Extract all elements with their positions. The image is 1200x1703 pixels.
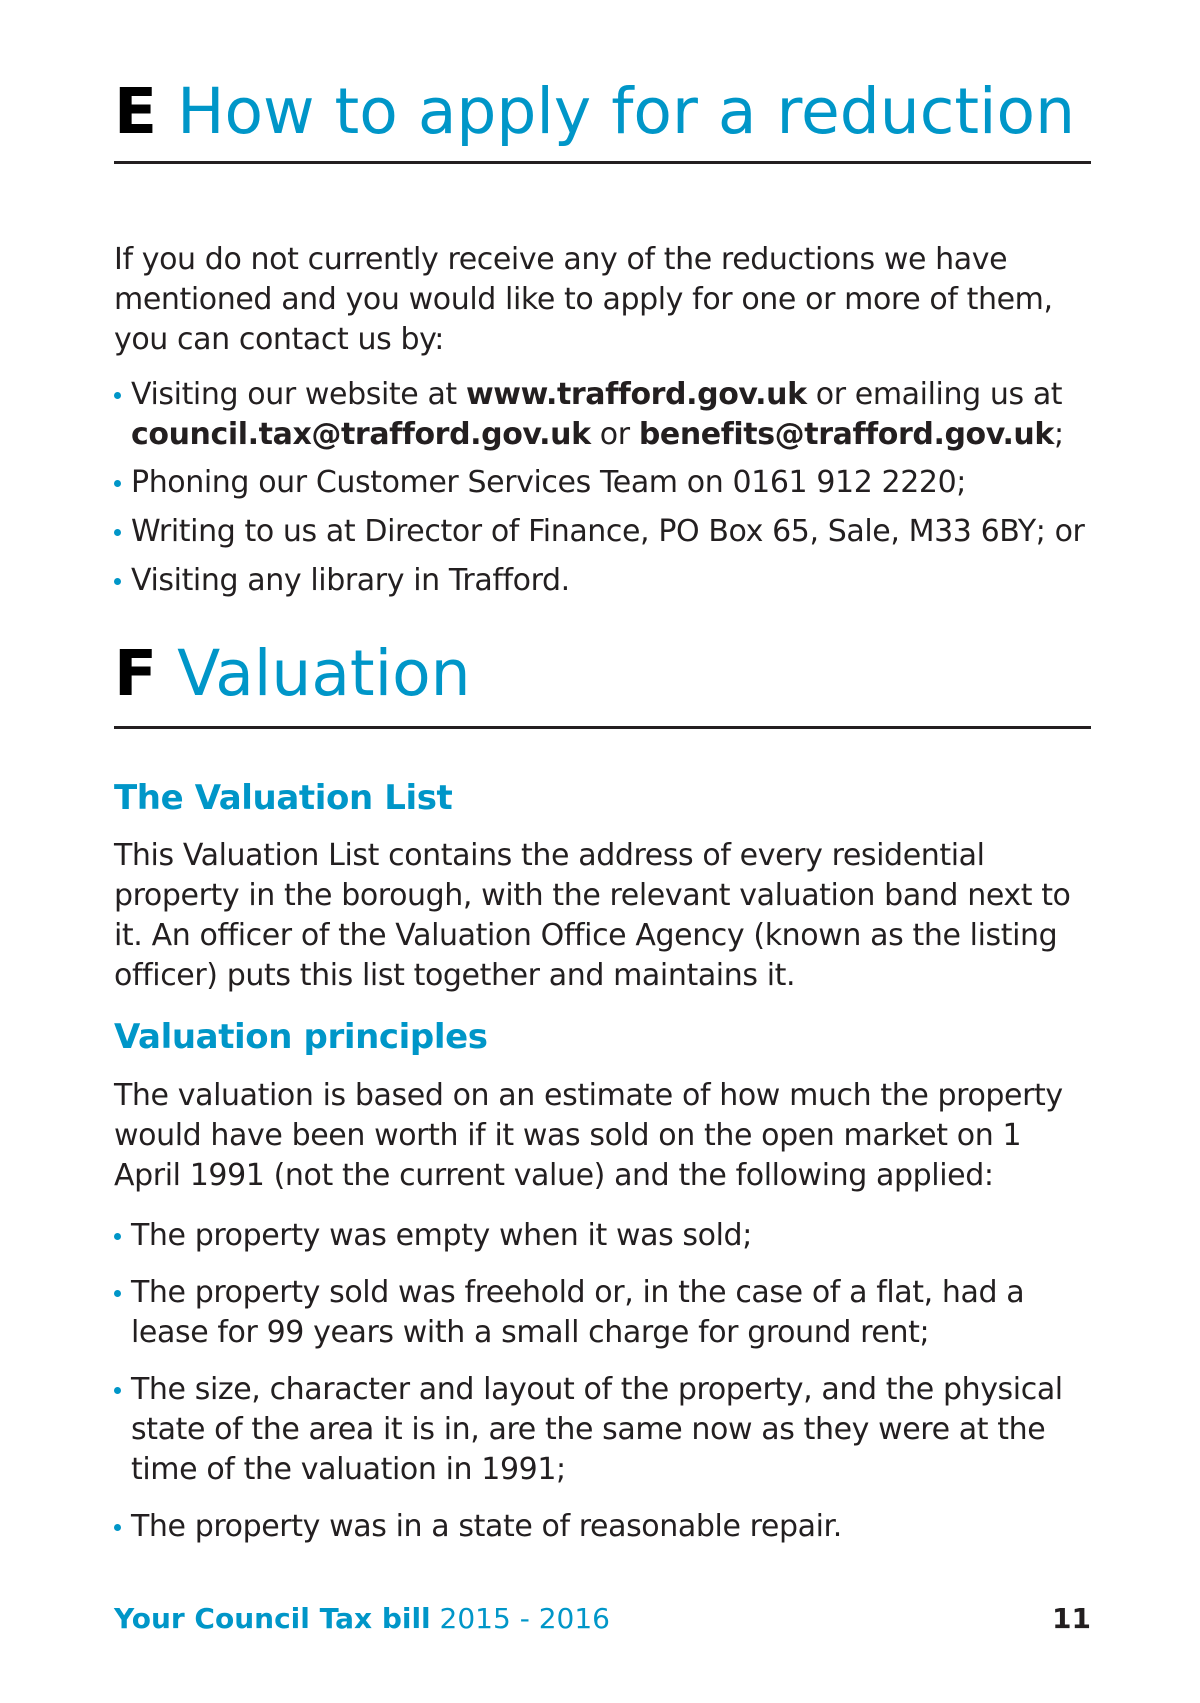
bullet-dot bbox=[114, 1387, 121, 1394]
section-e-title: How to apply for a reduction bbox=[177, 75, 1076, 148]
contact-bullet-library bbox=[114, 561, 1091, 601]
bullet-text: Visiting any library in Trafford. bbox=[131, 563, 570, 598]
section-e-heading bbox=[114, 75, 1091, 148]
bullet-text: or bbox=[590, 417, 639, 452]
bullet-dot bbox=[114, 392, 121, 399]
bullet-text: Visiting our website at bbox=[131, 377, 466, 412]
footer-years: 2015 - 2016 bbox=[430, 1602, 610, 1635]
principle-bullet-size bbox=[114, 1370, 1091, 1490]
contact-bullet-website bbox=[114, 375, 1091, 455]
section-e-letter: E bbox=[114, 75, 158, 148]
bullet-text: Phoning our Customer Services Team on 0161 912 2220; bbox=[131, 465, 967, 500]
bullet-text: The property was empty when it was sold; bbox=[131, 1218, 752, 1253]
bullet-dot bbox=[114, 1290, 121, 1297]
principle-bullet-empty bbox=[114, 1216, 1091, 1256]
section-f-heading bbox=[114, 637, 1091, 710]
website-link[interactable]: www.trafford.gov.uk bbox=[465, 377, 807, 412]
principle-bullet-repair bbox=[114, 1507, 1091, 1547]
benefits-email-link[interactable]: benefits@trafford.gov.uk bbox=[638, 417, 1054, 452]
bullet-text: ; bbox=[1053, 417, 1064, 452]
bullet-text: or emailing us at bbox=[806, 377, 1063, 412]
bullet-text: Writing to us at Director of Finance, PO Box 65, Sale, M33 6BY; or bbox=[131, 514, 1085, 549]
section-f-title: Valuation bbox=[177, 637, 471, 710]
bullet-text: The property sold was freehold or, in the case of a flat, had a lease for 99 years with a small charge for ground rent; bbox=[131, 1275, 1025, 1350]
valuation-principles-heading: Valuation principles bbox=[114, 1017, 488, 1057]
contact-bullet-writing bbox=[114, 512, 1091, 552]
valuation-list-text: This Valuation List contains the address of every residential property in the borough, with the relevant valuation band next to it. An officer of the Valuation Office Agency (known as the listing officer) puts this list together and maintains it. bbox=[114, 838, 1071, 993]
bullet-text: The size, character and layout of the property, and the physical state of the area it is in, are the same now as they were at the time of the valuation in 1991; bbox=[131, 1372, 1063, 1487]
valuation-principles-text: The valuation is based on an estimate of how much the property would have been worth if it was sold on the open market on 1 April 1991 (not the current value) and the following applied: bbox=[114, 1078, 1063, 1193]
section-f-letter: F bbox=[114, 637, 158, 710]
page-number: 11 bbox=[1052, 1602, 1091, 1635]
document-page bbox=[114, 0, 1091, 1703]
footer-brand: Your Council Tax bill bbox=[114, 1602, 431, 1635]
bullet-dot bbox=[114, 1233, 121, 1240]
bullet-dot bbox=[114, 480, 121, 487]
section-e-intro: If you do not currently receive any of the reductions we have mentioned and you would like to apply for one or more of them, you can contact us by: bbox=[114, 242, 1053, 357]
bullet-text: The property was in a state of reasonable repair. bbox=[131, 1509, 842, 1544]
section-e-divider bbox=[114, 161, 1091, 164]
contact-bullet-phone bbox=[114, 463, 1091, 503]
valuation-list-heading: The Valuation List bbox=[114, 778, 453, 818]
bullet-dot bbox=[114, 529, 121, 536]
bullet-dot bbox=[114, 578, 121, 585]
section-f-divider bbox=[114, 726, 1091, 729]
page-footer bbox=[114, 1602, 1091, 1642]
principle-bullet-freehold bbox=[114, 1273, 1091, 1353]
bullet-dot bbox=[114, 1524, 121, 1531]
council-tax-email-link[interactable]: council.tax@trafford.gov.uk bbox=[131, 417, 591, 452]
